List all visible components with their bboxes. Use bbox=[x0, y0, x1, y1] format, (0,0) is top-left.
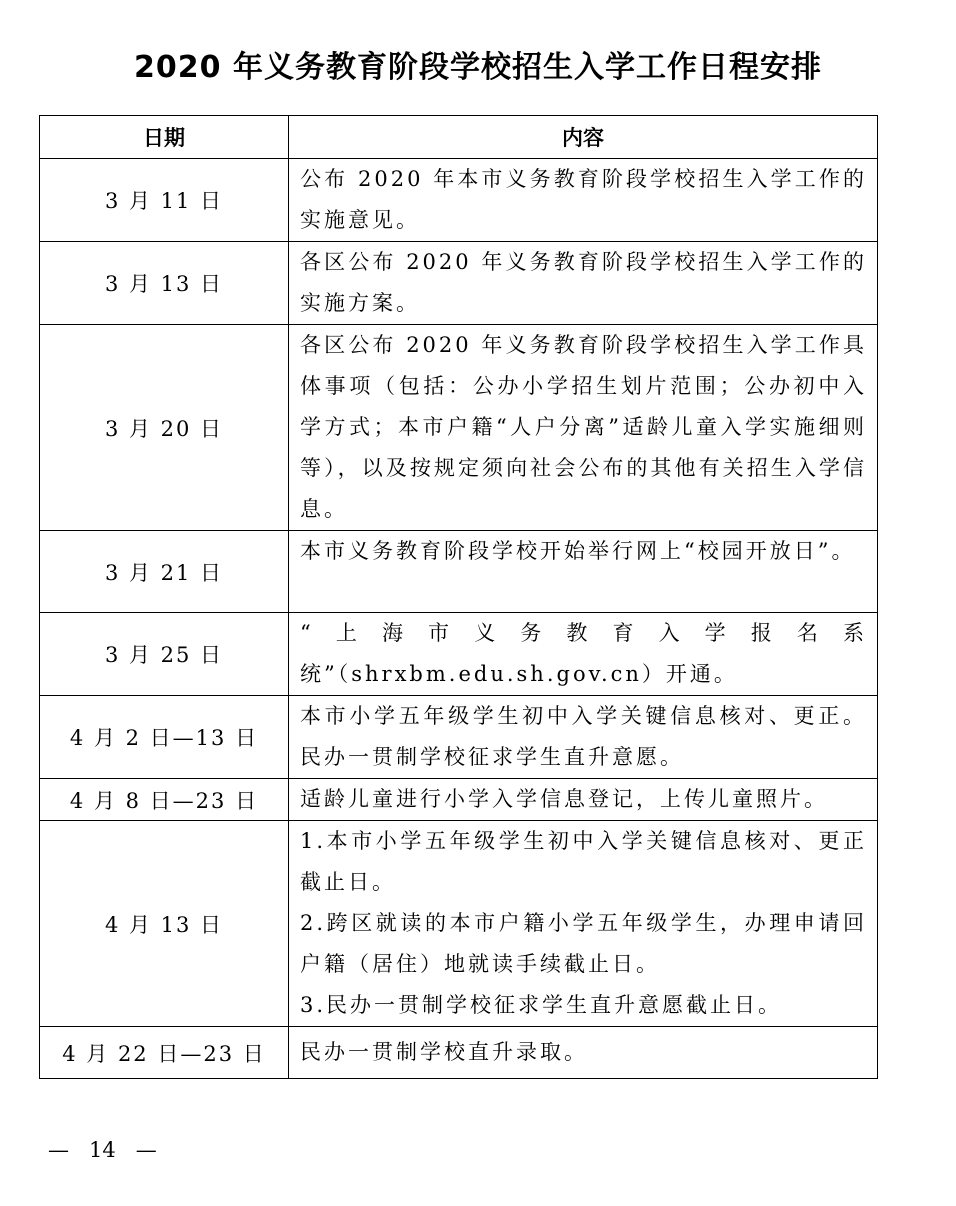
row-date: 4 月 22 日—23 日 bbox=[40, 1027, 289, 1079]
row-date: 3 月 13 日 bbox=[40, 242, 289, 325]
table-row bbox=[40, 779, 878, 821]
row-content bbox=[289, 613, 878, 696]
row-content bbox=[289, 696, 878, 779]
row-date: 3 月 11 日 bbox=[40, 159, 289, 242]
table-row bbox=[40, 696, 878, 779]
row-date: 4 月 2 日—13 日 bbox=[40, 696, 289, 779]
table-row bbox=[40, 325, 878, 531]
table-row bbox=[40, 821, 878, 1027]
row-content bbox=[289, 531, 878, 613]
table-row bbox=[40, 159, 878, 242]
row-content bbox=[289, 242, 878, 325]
content-paragraph: 3.民办一贯制学校征求学生直升意愿截止日。 bbox=[300, 993, 783, 1017]
content-paragraph: 各区公布 2020 年义务教育阶段学校招生入学工作的实施方案。 bbox=[300, 250, 867, 315]
content-paragraph: 公布 2020 年本市义务教育阶段学校招生入学工作的实施意见。 bbox=[300, 167, 867, 232]
row-date: 3 月 21 日 bbox=[40, 531, 289, 613]
table-header-row bbox=[40, 116, 878, 159]
content-paragraph: 1.本市小学五年级学生初中入学关键信息核对、更正截止日。 bbox=[300, 829, 867, 894]
content-paragraph: 适龄儿童进行小学入学信息登记，上传儿童照片。 bbox=[300, 787, 828, 811]
row-content bbox=[289, 779, 878, 821]
row-content bbox=[289, 325, 878, 531]
table-row bbox=[40, 242, 878, 325]
row-date: 4 月 13 日 bbox=[40, 821, 289, 1027]
schedule-table bbox=[39, 115, 878, 1079]
row-content bbox=[289, 821, 878, 1027]
row-content bbox=[289, 1027, 878, 1079]
table-row bbox=[40, 613, 878, 696]
content-paragraph: 民办一贯制学校直升录取。 bbox=[300, 1040, 588, 1064]
content-paragraph: 各区公布 2020 年义务教育阶段学校招生入学工作具体事项（包括：公办小学招生划片范围；公办初中入学方式；本市户籍“人户分离”适龄儿童入学实施细则等），以及按规定须向社会公布的其他有关招生入学信息。 bbox=[300, 333, 867, 521]
table-row bbox=[40, 531, 878, 613]
content-paragraph: 本市义务教育阶段学校开始举行网上“校园开放日”。 bbox=[300, 539, 856, 563]
row-date: 4 月 8 日—23 日 bbox=[40, 779, 289, 821]
content-paragraph: “上海市义务教育入学报名系统”（shrxbm.edu.sh.gov.cn）开通。 bbox=[300, 621, 867, 686]
column-header-content: 内容 bbox=[289, 116, 878, 159]
page-number: — 14 — bbox=[48, 1138, 157, 1162]
content-paragraph: 2.跨区就读的本市户籍小学五年级学生，办理申请回户籍（居住）地就读手续截止日。 bbox=[300, 911, 867, 976]
column-header-date: 日期 bbox=[40, 116, 289, 159]
table-row bbox=[40, 1027, 878, 1079]
row-content bbox=[289, 159, 878, 242]
row-date: 3 月 25 日 bbox=[40, 613, 289, 696]
document-title: 2020 年义务教育阶段学校招生入学工作日程安排 bbox=[134, 50, 822, 85]
content-paragraph: 本市小学五年级学生初中入学关键信息核对、更正。民办一贯制学校征求学生直升意愿。 bbox=[300, 704, 867, 769]
row-date: 3 月 20 日 bbox=[40, 325, 289, 531]
